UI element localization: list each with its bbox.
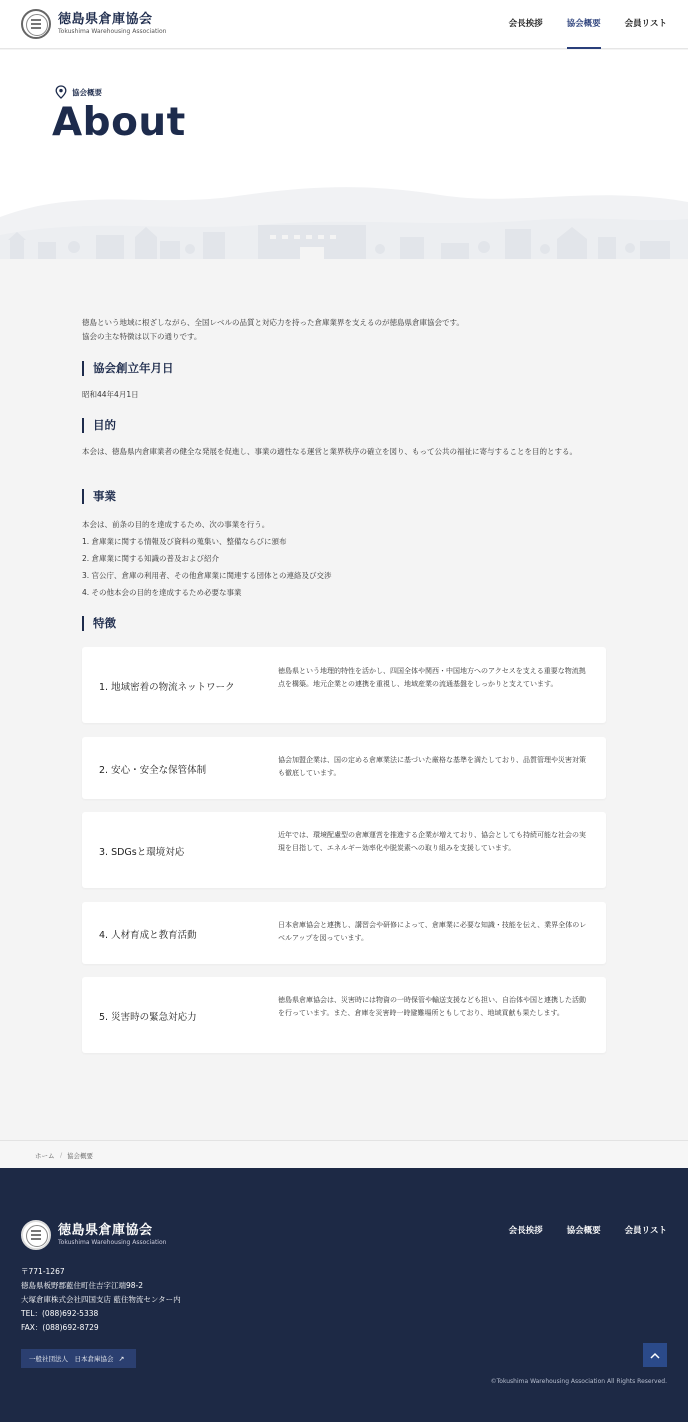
feature-description: 近年では、環境配慮型の倉庫運営を推進する企業が増えており、協会としても持続可能な社会の実現を目指して、エネルギー効率化や脱炭素への取り組みを支援しています。 (278, 831, 586, 852)
back-to-top-button[interactable] (643, 1343, 667, 1367)
breadcrumb (0, 1140, 688, 1168)
location-pin-icon (55, 85, 67, 99)
hero-label-text: 協会概要 (72, 87, 102, 97)
feature-title: 4. 人材育成と教育活動 (99, 930, 197, 941)
footer-nav-greeting[interactable]: 会長挨拶 (508, 1226, 543, 1236)
intro-text (82, 316, 606, 344)
footer-logo-subtitle: Tokushima Warehousing Association (58, 1239, 167, 1246)
founded-date: 昭和44年4月1日 (82, 390, 139, 399)
copyright: ©Tokushima Warehousing Association All Rights Reserved. (490, 1378, 667, 1385)
feature-description: 協会加盟企業は、国の定める倉庫業法に基づいた厳格な基準を満たしており、品質管理や災害対策も徹底しています。 (278, 756, 586, 777)
page-title: About (52, 100, 186, 145)
intro-line: 協会の主な特徴は以下の通りです。 (82, 332, 202, 341)
business-list (82, 516, 606, 601)
feature-title: 3. SDGsと環境対応 (99, 847, 185, 858)
nav-greeting[interactable]: 会長挨拶 (508, 19, 543, 29)
section-heading-business: 事業 (82, 489, 116, 504)
town-skyline-illustration (0, 177, 688, 262)
nav-members[interactable]: 会員リスト (624, 19, 667, 29)
association-seal-icon (21, 9, 51, 39)
feature-card (82, 737, 606, 799)
footer-logo-title: 徳島県倉庫協会 (58, 1223, 153, 1238)
site-logo[interactable] (21, 9, 166, 39)
purpose-text: 本会は、徳島県内倉庫業者の健全な発展を促進し、事業の適性なる運営と業界秩序の確立を図り、もって公共の福祉に寄与することを目的とする。 (82, 447, 577, 456)
footer-address (21, 1265, 181, 1335)
fax-number: FAX：(088)692-8729 (21, 1323, 99, 1332)
hero-label (55, 85, 102, 99)
breadcrumb-home[interactable]: ホーム (35, 1152, 55, 1160)
feature-title: 1. 地域密着の物流ネットワーク (99, 682, 235, 693)
business-item: 1. 倉庫業に関する情報及び資料の蒐集い、整備ならびに頒布 (82, 537, 287, 546)
external-link-icon: ↗ (118, 1354, 125, 1363)
phone-number: TEL：(088)692-5338 (21, 1309, 99, 1318)
footer-logo[interactable] (21, 1220, 166, 1250)
feature-card (82, 902, 606, 964)
section-heading-purpose: 目的 (82, 418, 116, 433)
business-item: 2. 倉庫業に関する知識の普及および紹介 (82, 554, 220, 563)
footer-nav-members[interactable]: 会員リスト (624, 1226, 667, 1236)
footer-nav-about[interactable]: 協会概要 (566, 1226, 601, 1236)
main-nav (485, 0, 667, 49)
breadcrumb-separator: / (60, 1151, 63, 1159)
feature-description: 徳島県倉庫協会は、災害時には物資の一時保管や輸送支援なども担い、自治体や国と連携した活動を行っています。また、倉庫を災害時一時避難場所ともしており、地域貢献も果たします。 (278, 996, 586, 1017)
address-line: 大塚倉庫株式会社四国支店 藍住物流センター内 (21, 1295, 181, 1304)
association-seal-icon (21, 1220, 51, 1250)
site-header (0, 0, 688, 49)
footer-nav (485, 1224, 667, 1236)
about-content (82, 316, 606, 630)
address-line: 徳島県板野郡藍住町住吉字江端98-2 (21, 1281, 144, 1290)
feature-card (82, 812, 606, 888)
breadcrumb-current: 協会概要 (67, 1152, 93, 1160)
business-item: 4. その他本会の目的を達成するため必要な事業 (82, 588, 242, 597)
section-heading-founded: 協会創立年月日 (82, 361, 174, 376)
logo-subtitle: Tokushima Warehousing Association (58, 28, 167, 35)
feature-title: 5. 災害時の緊急対応力 (99, 1012, 197, 1023)
business-lead: 本会は、前条の目的を達成するため、次の事業を行う。 (82, 520, 270, 529)
postal-code: 〒771-1267 (21, 1267, 65, 1276)
feature-description: 徳島県という地理的特性を活かし、四国全体や関西・中国地方へのアクセスを支える重要な物流拠点を構築。地元企業との連携を重視し、地域産業の流通基盤をしっかりと支えています。 (278, 667, 586, 688)
site-footer (0, 1168, 688, 1422)
jwa-link-button[interactable] (21, 1349, 136, 1368)
logo-title: 徳島県倉庫協会 (58, 12, 153, 27)
section-heading-features: 特徴 (82, 616, 116, 631)
feature-description: 日本倉庫協会と連携し、講習会や研修によって、倉庫業に必要な知識・技能を伝え、業界全体のレベルアップを図っています。 (278, 921, 587, 942)
jwa-link-label: 一般社団法人 日本倉庫協会 (29, 1355, 114, 1363)
business-item: 3. 官公庁、倉庫の利用者、その他倉庫業に関連する団体との連絡及び交渉 (82, 571, 332, 580)
chevron-up-icon (650, 1352, 660, 1359)
feature-title: 2. 安心・安全な保管体制 (99, 765, 207, 776)
nav-about[interactable]: 協会概要 (567, 0, 601, 49)
hero (0, 50, 688, 262)
feature-card (82, 647, 606, 723)
intro-line: 徳島という地域に根ざしながら、全国レベルの品質と対応力を持った倉庫業界を支えるのが徳島県倉庫協会です。 (82, 318, 464, 327)
feature-card (82, 977, 606, 1053)
